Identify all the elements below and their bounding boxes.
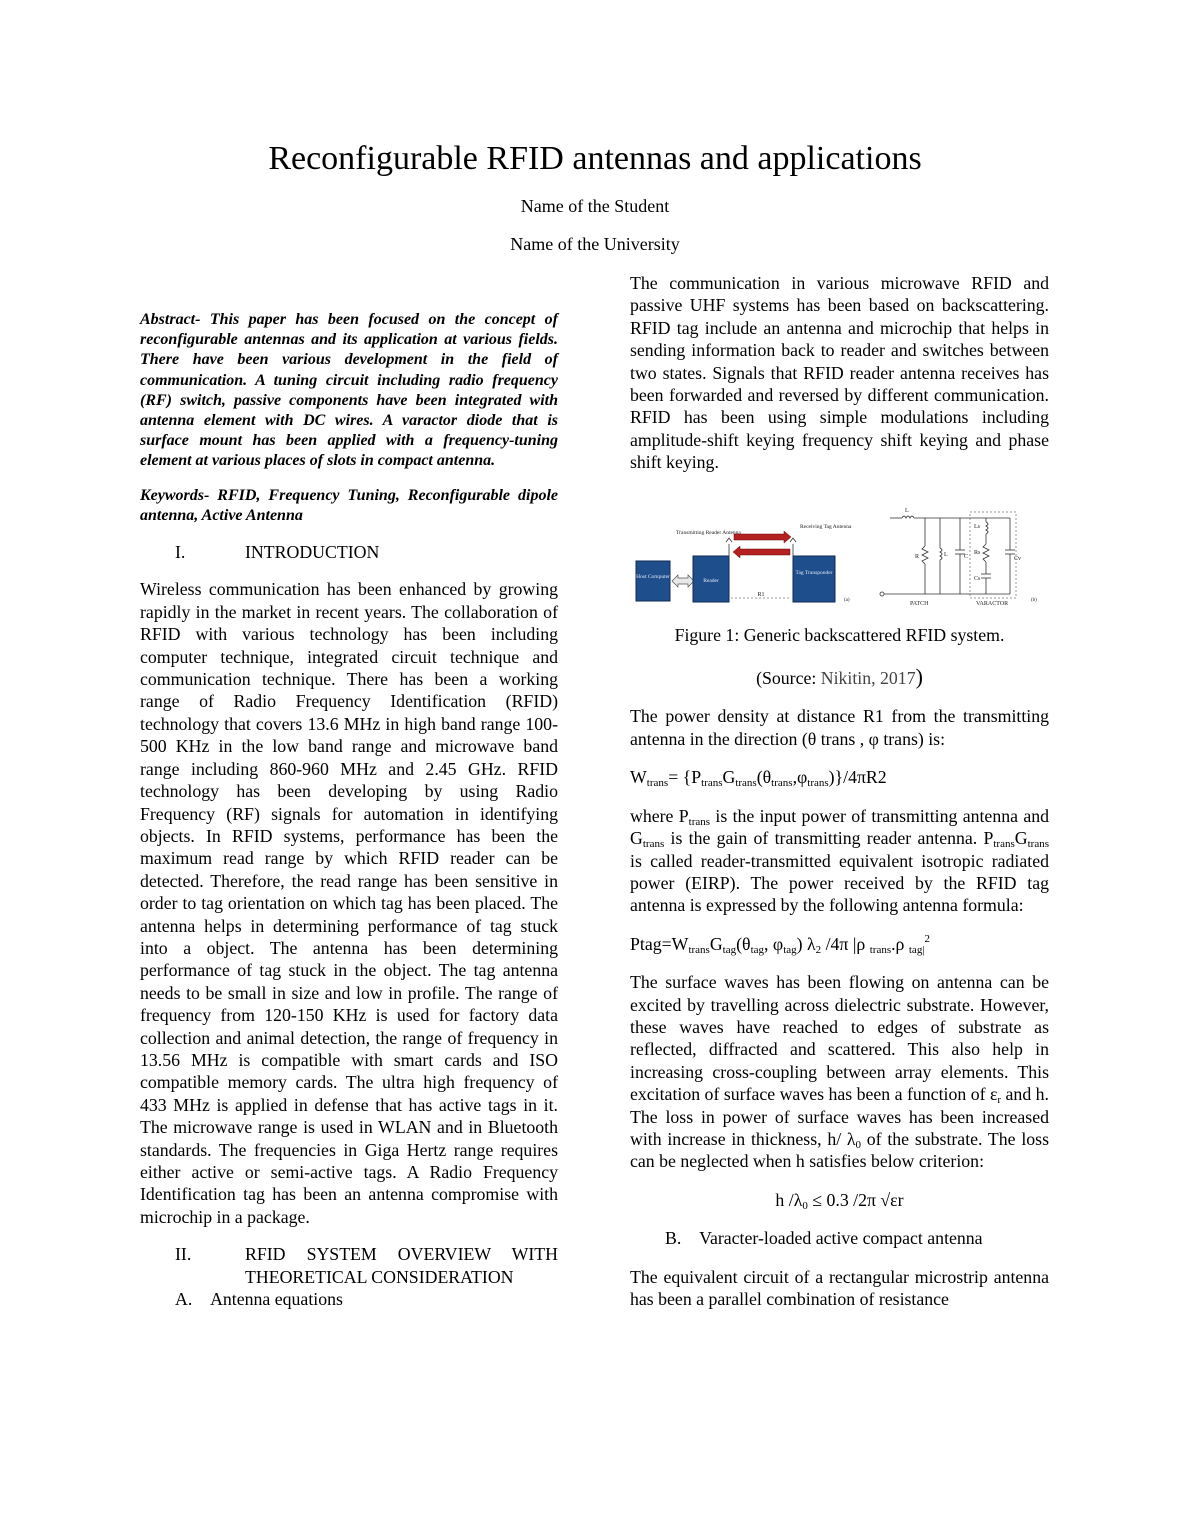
backscatter-paragraph: The communication in various microwave RFID and passive UHF systems has been based on backscattering. RFID tag include an antenna and microchip that helps in sending information back to reader and switches between two states. Signals that RFID reader antenna receives has been forwarded and reversed by different communication. RFID has been using simple modulations including amplitude-shift keying frequency shift keying and phase shift keying. bbox=[630, 273, 1049, 473]
section-number: II. bbox=[175, 1244, 192, 1265]
reader-label: Reader bbox=[703, 577, 719, 584]
circuit-label-l2: L bbox=[944, 551, 948, 558]
keywords: Keywords- RFID, Frequency Tuning, Reconfigurable dipole antenna, Active Antenna bbox=[140, 486, 558, 524]
circuit-label-l: L bbox=[905, 507, 909, 514]
power-density-paragraph: The power density at distance R1 from the transmitting antenna in the direction (θ trans , φ trans) is: bbox=[630, 706, 1049, 749]
block-diagram bbox=[636, 524, 852, 603]
source-prefix: (Source: bbox=[756, 668, 821, 689]
equation-power-received: $Ptag=W_{trans}G_{tag}(\theta_{tag}$, $\varphi_{tag}$) $\lambda_2$ /4π |ρ $_{trans}$.ρ $_{tag|}^2$ bbox=[630, 932, 931, 956]
circuit-label-cs: Cs bbox=[974, 575, 981, 582]
tag-antenna-icon bbox=[790, 538, 796, 542]
equivalent-circuit-paragraph: The equivalent circuit of a rectangular microstrip antenna has been a parallel combination of resistance bbox=[630, 1266, 1049, 1309]
backscatter-signal-arrow bbox=[733, 546, 790, 558]
forward-signal-arrow bbox=[734, 531, 791, 543]
surface-waves-paragraph: The surface waves has been flowing on antenna can be excited by travelling across dielectric substrate. However, these waves have reached to edges of substrate as reflected, diffracted and scattered. This also help in increasing cross-coupling between array elements. This excitation of surface waves has been a function of $\varepsilon_r$ and h. The loss in power of surface waves has been increased with increase in thickness, h/ $\lambda_0$ of the substrate. The loss can be neglected when h satisfies below criterion: bbox=[630, 972, 1049, 1172]
circuit-label-c: C bbox=[964, 553, 969, 560]
source-citation: Nikitin, 2017 bbox=[820, 668, 916, 689]
tx-antenna-label: Transmitting Reader Antenna bbox=[676, 529, 741, 536]
tag-transponder-label: Tag Transponder bbox=[795, 569, 833, 576]
figure-source bbox=[630, 666, 1049, 689]
introduction-body: Wireless communication has been enhanced by growing rapidly in the market in recent years. The collaboration of RFID with various technology has been including computer technique, integrated circuit technique and communication technique. There has been a working range of Radio Frequency Identification (RFID) technology that covers 13.6 MHz in high band range 100-500 KHz in the low band range and microwave band range including 860-960 MHz and 2.45 GHz. RFID technology has been developing by using Radio Frequency (RF) signals for automation in identifying objects. In RFID systems, performance has been the maximum read range by which RFID reader can be detected. Therefore, the read range has been sensitive in order to tag orientation on which tag has been placed. The antenna helps in determining performance of tag stuck into a object. The antenna has been determining performance of tag stuck in the object. The tag antenna needs to be small in size and low in profile. The range of frequency from 120-150 KHz is used for factory data collection and animal detection, the range of frequency in 13.56 MHz is compatible with smart cards and ISO compatible memory cards. The ultra high frequency of 433 MHz is applied in defense that has active tags in it. The microwave range is used in WLAN and in Bluetooth standards. The frequencies in Giga Hertz range requires either active or semi-active tags. A Radio Frequency Identification tag has been an antenna compromise with microchip in a package. bbox=[140, 579, 558, 1227]
terminal-icon bbox=[880, 592, 884, 596]
host-computer-box bbox=[636, 561, 670, 601]
section-title: INTRODUCTION bbox=[245, 542, 380, 563]
reader-antenna-icon bbox=[726, 538, 732, 542]
circuit-label-rs: Rs bbox=[974, 549, 981, 556]
eirp-paragraph: where $P_{trans}$ is the input power of transmitting antenna and $G_{trans}$ is the gain of transmitting reader antenna. $P_{trans}G_{trans}$ is called reader-transmitted equivalent isotropic radiated power (EIRP). The power received by the RFID tag antenna is expressed by the following antenna formula: bbox=[630, 805, 1049, 916]
double-arrow-icon bbox=[672, 575, 694, 587]
inductor-patch-icon bbox=[940, 548, 942, 560]
circuit-label-cv: Cv bbox=[1014, 555, 1022, 562]
rx-antenna-label: Receiving Tag Antenna bbox=[800, 523, 852, 530]
section-heading-introduction bbox=[140, 541, 558, 563]
equivalent-circuit bbox=[880, 512, 1016, 598]
right-column bbox=[630, 272, 1049, 1310]
equation-criterion: h $/\lambda_0 \le 0.3$ /2π √εr bbox=[775, 1189, 904, 1212]
section-number: I. bbox=[175, 542, 186, 563]
paper-title: Reconfigurable RFID antennas and applications bbox=[268, 140, 922, 177]
subsection-heading-antenna-equations: A. Antenna equations bbox=[175, 1289, 343, 1310]
source-suffix: ) bbox=[915, 664, 923, 690]
varactor-label: VARACTOR bbox=[976, 600, 1009, 607]
figure-label-b: (b) bbox=[1031, 597, 1037, 603]
tag-transponder-box bbox=[793, 556, 835, 602]
distance-r1-label: R1 bbox=[757, 591, 765, 598]
inductor-l-icon bbox=[902, 516, 914, 518]
circuit-label-r: R bbox=[915, 553, 920, 560]
host-computer-label: Host Computer bbox=[636, 573, 670, 580]
inductor-ls-icon bbox=[986, 522, 988, 534]
university-name: Name of the University bbox=[510, 234, 680, 254]
figure-label-a: (a) bbox=[844, 597, 850, 603]
abstract: Abstract- This paper has been focused on the concept of reconfigurable antennas and its application at various fields. There have been various development in the field of communication. A tuning circuit including radio frequency (RF) switch, passive components have been integrated with antenna element with DC wires. A varactor diode that is surface mount has been applied with a frequency-tuning element at various places of slots in compact antenna. bbox=[140, 311, 558, 470]
figure-caption: Figure 1: Generic backscattered RFID system. bbox=[674, 624, 1005, 645]
equation-power-density: $W_{trans}= \{P_{trans}G_{trans}(\theta_{trans},\varphi_{trans})\}/4\pi R2$ bbox=[630, 767, 887, 790]
left-column bbox=[140, 310, 558, 1310]
circuit-label-ls: Ls bbox=[974, 523, 980, 530]
section-heading-overview bbox=[140, 1243, 558, 1288]
section-title: RFID SYSTEM OVERVIEW WITH THEORETICAL CONSIDERATION bbox=[245, 1244, 558, 1287]
resistor-r-icon bbox=[922, 546, 928, 564]
rfid-system-diagram bbox=[630, 498, 1049, 610]
resistor-rs-icon bbox=[983, 544, 989, 562]
figure-rfid-system bbox=[630, 498, 1049, 610]
student-name: Name of the Student bbox=[520, 196, 670, 216]
patch-label: PATCH bbox=[910, 600, 929, 607]
subsection-heading-varacter: B. Varacter-loaded active compact antenna bbox=[665, 1228, 983, 1249]
